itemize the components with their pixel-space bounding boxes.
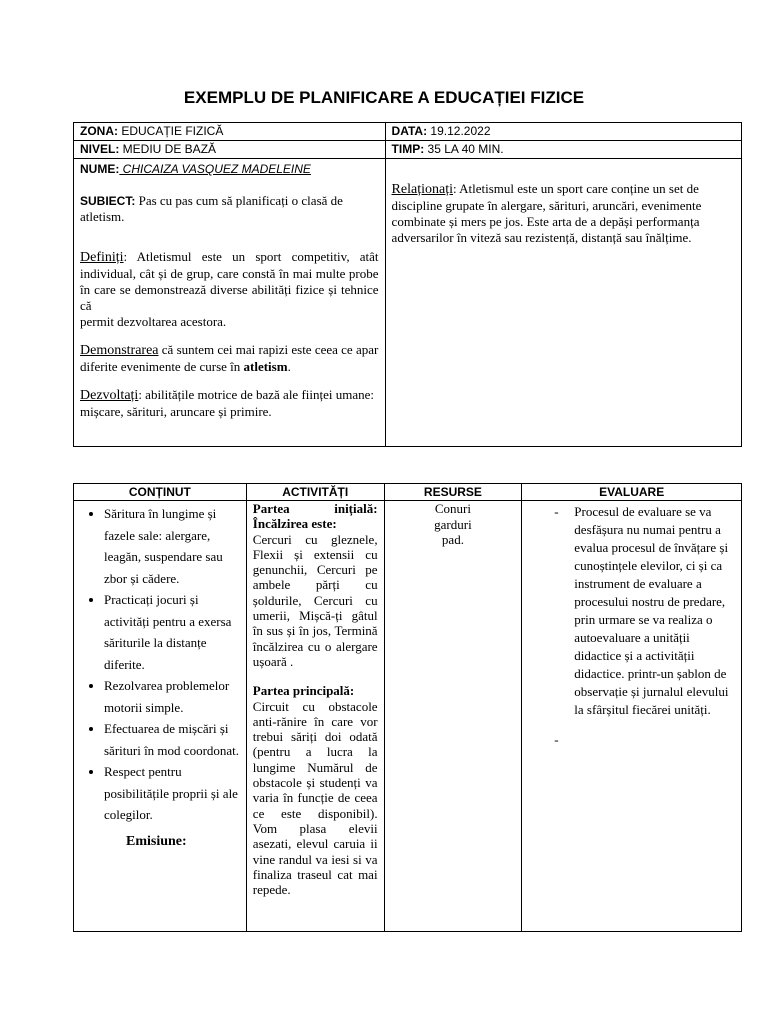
- demonstrarea-term: Demonstrarea: [80, 343, 159, 358]
- timp-cell: [385, 141, 741, 159]
- nivel-value: MEDIU DE BAZĂ: [119, 142, 217, 156]
- list-item: • Rezolvarea problemelor motorii simple.: [104, 675, 242, 718]
- lesson-right-cell: [385, 159, 741, 447]
- zona-cell: [74, 123, 386, 141]
- demonstrarea-text: că suntem cei mai rapizi este ceea ce apar diferite evenimente de curse în: [80, 342, 379, 374]
- list-item: • Efectuarea de mișcări și sărituri în mod coordonat.: [104, 718, 242, 761]
- data-label: DATA:: [391, 124, 428, 138]
- nume-value: CHICAIZA VASQUEZ MADELEINE: [119, 162, 311, 176]
- page-title: EXEMPLU DE PLANIFICARE A EDUCAȚIEI FIZICE: [183, 88, 585, 107]
- dezvoltati-term: Dezvoltați: [80, 388, 139, 403]
- definiti-text: : Atletismul este un sport competitiv, atât individual, cât și de grup, care constă în mai multe probe în care se demonstrează diverse abilități fizice și tehnice că: [80, 249, 379, 313]
- data-cell: [385, 123, 741, 141]
- emisiune-label: Emisiune:: [126, 833, 187, 849]
- resource-item: garduri: [434, 516, 472, 532]
- definiti-term: Definiți: [80, 250, 124, 265]
- demonstrarea-bold: atletism: [243, 359, 288, 374]
- nivel-label: NIVEL:: [80, 142, 120, 156]
- zona-label: ZONA:: [80, 124, 118, 138]
- header-table: [73, 122, 742, 447]
- evaluare-text: Procesul de evaluare se va desfășura nu numai pentru a evalua procesul de învățare și cunoștințele elevilor, ci și ca instrument de evaluare a procesului nostru de predare, prin urmare se va realiza o autoevaluare a unității didactice și a activității didactice. printr-un șablon de observație și jurnalul elevului la sfârșitul fiecărei unități.: [574, 504, 729, 717]
- col-header-continut: CONȚINUT: [74, 484, 247, 501]
- resource-item: Conuri: [434, 501, 471, 516]
- principal-text: Circuit cu obstacole anti-rănire în care vor trebui săriți doi odată (pentru a lucra la lungime Numărul de obstacole și studenți va varia în funcție de ceea ce este disponibil). Vom plasa elevii asezati, elevul caruia ii vine randul va iesi si va finaliza traseul cat mai repede.: [252, 698, 378, 898]
- dezvoltati-text: : abilitățile motrice de bază ale ființei umane: mișcare, sărituri, aruncare și primire.: [80, 387, 375, 419]
- resurse-cell: [384, 501, 522, 932]
- subiect-value: Pas cu pas cum să planificați o clasă de atletism.: [80, 193, 343, 224]
- relationati-text: : Atletismul este un sport care conține un set de discipline grupate în alergare, sărituri, aruncări, evenimente combinate și mers pe jos. Este arta de a depăși performanța adversarilor în viteză sau rezistență, distanță sau înălțime.: [391, 181, 702, 245]
- evaluare-item: [528, 503, 737, 719]
- zona-value: EDUCAȚIE FIZICĂ: [118, 124, 224, 138]
- lesson-left-cell: [74, 159, 386, 447]
- initial-label: Partea inițială: Încălzirea este:: [252, 501, 378, 532]
- col-header-resurse: RESURSE: [384, 484, 522, 501]
- evaluare-item-empty: [528, 731, 737, 749]
- subiect-label: SUBIECT:: [80, 194, 136, 208]
- activitati-cell: [246, 501, 384, 932]
- relationati-term: Relaționați: [391, 182, 453, 197]
- timp-value: 35 LA 40 MIN.: [424, 142, 504, 156]
- continut-cell: [74, 501, 247, 932]
- plan-table: [73, 483, 742, 932]
- col-header-evaluare: EVALUARE: [522, 484, 742, 501]
- resource-item: pad.: [441, 532, 464, 547]
- timp-label: TIMP:: [391, 142, 425, 156]
- list-item: • Practicați jocuri și activități pentru a exersa săriturile la distanțe diferite.: [104, 589, 242, 675]
- nivel-cell: [74, 141, 386, 159]
- demonstrarea-end: .: [287, 359, 291, 374]
- definiti-text-end: permit dezvoltarea acestora.: [80, 314, 227, 329]
- dash-marker: -: [554, 504, 559, 519]
- initial-text: Cercuri cu gleznele, Flexii și extensii cu genunchii, Cercuri pe ambele părți cu șoldurile, Cercuri cu umerii, Mișcă-ți gâtul în sus și în jos, Termină încălzirea cu o alergare ușoară .: [252, 531, 378, 669]
- principal-label: Partea principală:: [252, 683, 355, 699]
- list-item: • Respect pentru posibilitățile proprii și ale colegilor.: [104, 761, 242, 826]
- col-header-activitati: ACTIVITĂȚI: [246, 484, 384, 501]
- dash-marker: -: [554, 732, 559, 747]
- list-item: • Săritura în lungime și fazele sale: alergare, leagăn, suspendare sau zbor și cădere.: [104, 503, 242, 589]
- continut-list: [76, 503, 242, 826]
- data-value: 19.12.2022: [427, 124, 491, 138]
- evaluare-cell: [522, 501, 742, 932]
- nume-label: NUME:: [80, 162, 120, 176]
